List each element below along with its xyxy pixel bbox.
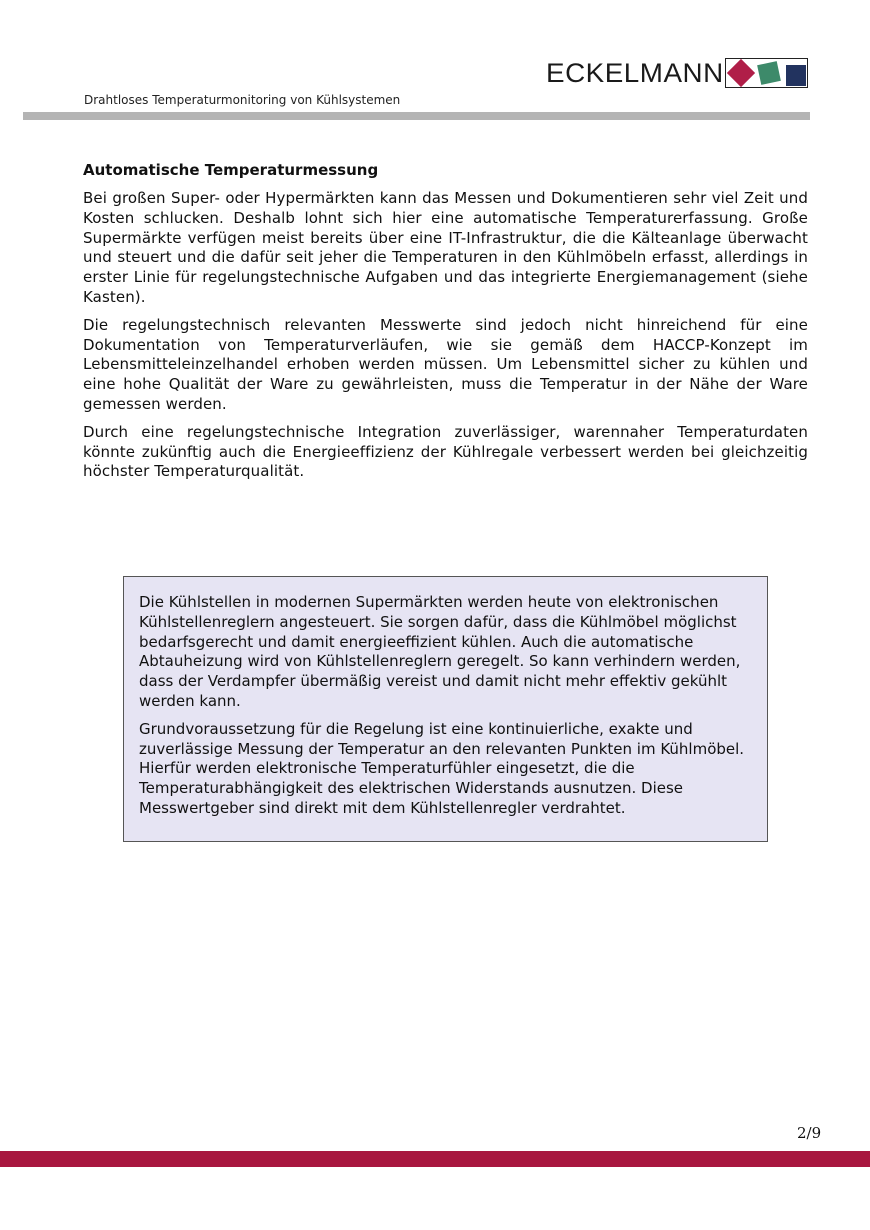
- page-number: 2/9: [797, 1124, 822, 1142]
- logo-red-square: [726, 59, 754, 87]
- header-divider: [23, 112, 810, 120]
- logo-green-square: [757, 61, 781, 85]
- section-heading: Automatische Temperaturmessung: [83, 161, 379, 179]
- footer-bar: [0, 1151, 870, 1167]
- body-paragraph: Durch eine regelungstechnische Integration zuverlässiger, warennaher Temperaturdaten könnte zukünftig auch die Energieeffizienz der Kühlregale verbessert werden bei gleichzeitig höchster Temperaturqualität.: [83, 422, 808, 481]
- main-content: [83, 160, 808, 490]
- logo-navy-square: [786, 65, 806, 86]
- body-paragraph: Die regelungstechnisch relevanten Messwerte sind jedoch nicht hinreichend für eine Dokumentation von Temperaturverläufen, wie sie gemäß dem HACCP-Konzept im Lebensmitteleinzelhandel erhoben werden müssen. Um Lebensmittel sicher zu kühlen und eine hohe Qualität der Ware zu gewährleisten, muss die Temperatur in der Nähe der Ware gemessen werden.: [83, 315, 808, 413]
- body-paragraph: Bei großen Super- oder Hypermärkten kann das Messen und Dokumentieren sehr viel Zeit und Kosten schlucken. Deshalb lohnt sich hier eine automatische Temperaturerfassung. Große Supermärkte verfügen meist bereits über eine IT-Infrastruktur, die die Kälteanlage überwacht und steuert und die dafür seit jeher die Temperaturen in den Kühlmöbeln erfasst, allerdings in erster Linie für regelungstechnische Aufgaben und das integrierte Energiemanagement (siehe Kasten).: [83, 189, 808, 306]
- logo-mark-icon: [725, 58, 808, 88]
- info-box: [123, 576, 768, 842]
- info-box-paragraph: Grundvoraussetzung für die Regelung ist eine kontinuierliche, exakte und zuverlässige Messung der Temperatur an den relevanten Punkten im Kühlmöbel. Hierfür werden elektronische Temperaturfühler eingesetzt, die die Temperaturabhängigkeit des elektrischen Widerstands ausnutzen. Diese Messwertgeber sind direkt mit dem Kühlstellenregler verdrahtet.: [139, 719, 745, 817]
- info-box-paragraph: Die Kühlstellen in modernen Supermärkten werden heute von elektronischen Kühlstellenreglern angesteuert. Sie sorgen dafür, dass die Kühlmöbel möglichst bedarfsgerecht und damit energieeffizient kühlen. Auch die automatische Abtauheizung wird von Kühlstellenreglern geregelt. So kann verhindern werden, dass der Verdampfer übermäßig vereist und damit nicht mehr effektiv gekühlt werden kann.: [139, 593, 741, 710]
- brand-logo: [546, 57, 808, 89]
- logo-wordmark: ECKELMANN: [546, 58, 724, 88]
- document-header-title: Drahtloses Temperaturmonitoring von Kühlsystemen: [84, 93, 401, 107]
